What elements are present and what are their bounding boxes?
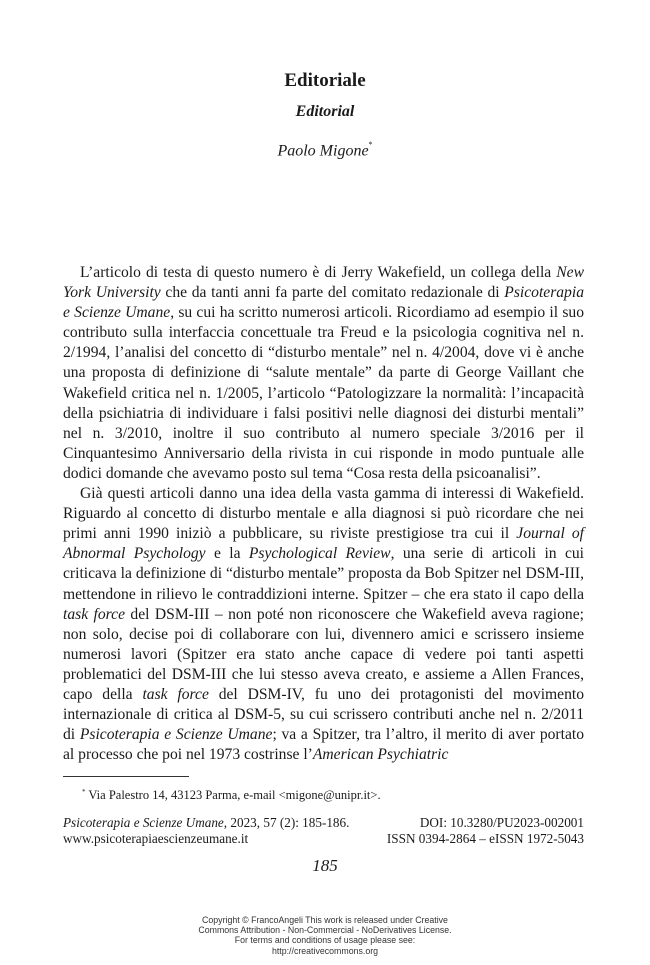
- text-run: che da tanti anni fa parte del comitato redazionale di: [160, 284, 505, 302]
- journal-info: [63, 815, 584, 847]
- article-subtitle: Editorial: [295, 103, 355, 120]
- page-number: 185: [312, 856, 338, 875]
- journal-row-2: [63, 831, 584, 847]
- license-line-1: Copyright © FrancoAngeli This work is released under Creative: [202, 915, 448, 925]
- author-line: [0, 142, 650, 160]
- text-run: , una serie di articoli in cui criticava la definizione di “disturbo mentale” proposta da Bob Spitzer nel DSM-III, mettendone in rilievo le contraddizioni interne. Spitzer – che era stato il capo della: [63, 545, 584, 603]
- journal-citation: [63, 815, 349, 831]
- text-run: Già questi articoli danno una idea della vasta gamma di interessi di Wakefield. Riguardo al concetto di disturbo mentale e alla diagnosi si può ricordare che nei primi anni 1990 iniziò a pubblicare, su riviste prestigiose tra cui il: [63, 485, 584, 543]
- italic-text-run: Psychological Review: [248, 545, 391, 563]
- author-footnote-mark: *: [368, 140, 373, 149]
- italic-text-run: Journal of Abnormal Psychology: [63, 525, 584, 563]
- journal-name: Psicoterapia e Scienze Umane: [63, 815, 224, 830]
- journal-row-1: [63, 815, 584, 831]
- license-line-3: For terms and conditions of usage please see:: [234, 935, 416, 946]
- footnote-mark: *: [82, 788, 86, 796]
- license-line-4: http://creativecommons.org: [271, 945, 379, 956]
- body-paragraph-2: [63, 484, 584, 765]
- text-run: del DSM-III – non poté non riconoscere che Wakefield aveva ragione; non solo, decise poi di collaborare con lui, divennero amici e scrissero insieme numerosi lavori (Spitzer era stato anche capace di vedere poi tanti aspetti problematici del DSM-III che lui stesso aveva creato, e assieme a Allen Frances, capo della: [63, 605, 584, 703]
- italic-text-run: American Psychiatric: [312, 746, 449, 764]
- italic-text-run: New York University: [63, 264, 584, 302]
- italic-text-run: Psicoterapia e Scienze Umane: [79, 726, 273, 744]
- footnote-text: Via Palestro 14, 43123 Parma, e-mail <migone@unipr.it>.: [85, 788, 381, 803]
- text-run: del DSM-IV, fu uno dei protagonisti del movimento internazionale di critica al DSM-5, su cui scrissero contributi anche nel n. 2/2011 di: [63, 685, 585, 744]
- doi-text: DOI: 10.3280/PU2023-002001: [419, 815, 584, 830]
- article-title: Editoriale: [284, 70, 366, 91]
- footnote-divider: [63, 776, 189, 777]
- author-name: Paolo Migone: [277, 142, 369, 160]
- italic-text-run: task force: [63, 605, 125, 623]
- text-run: L’articolo di testa di questo numero è di Jerry Wakefield, un collega della: [80, 264, 557, 281]
- journal-citation-details: , 2023, 57 (2): 185-186.: [223, 815, 350, 830]
- article-body: [63, 263, 584, 765]
- text-run: ; va a Spitzer, tra l’altro, il merito di aver portato al processo che poi nel 1973 costrinse l’: [63, 726, 584, 764]
- footnote: [82, 788, 381, 803]
- body-paragraph-1: [63, 263, 584, 484]
- license-notice: [0, 915, 650, 956]
- issn-text: ISSN 0394-2864 – eISSN 1972-5043: [386, 831, 584, 846]
- text-run: , su cui ha scritto numerosi articoli. Ricordiamo ad esempio il suo contributo sulla interfaccia concettuale tra Freud e la psicologia cognitiva nel n. 2/1994, l’analisi del concetto di “disturbo mentale” nel n. 4/2004, dove vi è anche una proposta di definizione di “salute mentale” da parte di George Vaillant che Wakefield critica nel n. 1/2005, l’articolo “Patologizzare la normalità: l’incapacità della psichiatria di individuare i falsi positivi nelle diagnosi dei disturbi mentali” nel n. 3/2010, inoltre il suo contributo al numero speciale 3/2016 per il Cinquantesimo Anniversario della rivista in cui risponde in modo puntuale alle dodici domande che avevamo posto sul tema “Cosa resta della psicoanalisi”.: [63, 304, 584, 482]
- italic-text-run: Psicoterapia e Scienze Umane: [63, 284, 584, 322]
- italic-text-run: task force: [142, 685, 209, 703]
- text-run: e la: [205, 545, 249, 563]
- license-line-2: Commons Attribution - Non-Commercial - NoDerivatives License.: [198, 925, 452, 936]
- journal-website: www.psicoterapiaescienzeumane.it: [63, 831, 249, 846]
